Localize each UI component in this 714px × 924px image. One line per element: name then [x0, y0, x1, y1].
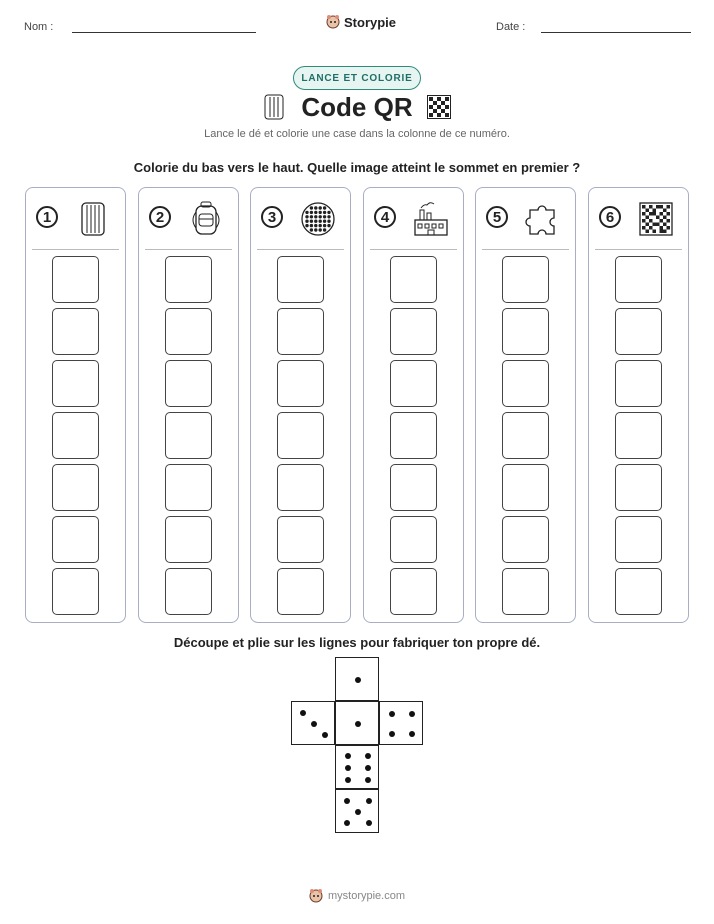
name-label: Nom :: [24, 21, 54, 33]
color-cell[interactable]: [502, 412, 549, 459]
color-cell[interactable]: [277, 360, 324, 407]
die-face-6: [335, 745, 379, 789]
color-cell[interactable]: [277, 308, 324, 355]
die-pip: [355, 677, 361, 683]
die-pip: [389, 711, 395, 717]
color-cell[interactable]: [52, 256, 99, 303]
footer-mascot-icon: [309, 888, 323, 904]
column-divider: [145, 249, 232, 250]
factory-icon: [412, 200, 450, 238]
die-pip: [409, 731, 415, 737]
color-cell[interactable]: [165, 412, 212, 459]
color-cell[interactable]: [277, 412, 324, 459]
footer: [0, 888, 714, 904]
color-cell[interactable]: [615, 360, 662, 407]
column-divider: [32, 249, 119, 250]
color-cell[interactable]: [52, 464, 99, 511]
column-divider: [595, 249, 682, 250]
color-cell[interactable]: [390, 308, 437, 355]
die-pip: [365, 753, 371, 759]
page-title: Code QR: [301, 92, 413, 122]
die-face-4: [379, 701, 423, 745]
color-cell[interactable]: [615, 516, 662, 563]
color-column-6: [588, 187, 689, 623]
color-cell[interactable]: [390, 516, 437, 563]
column-number: 3: [261, 206, 283, 228]
column-header: [364, 188, 463, 250]
die-instruction: Découpe et plie sur les lignes pour fabriquer ton propre dé.: [173, 635, 541, 650]
die-pip: [365, 777, 371, 783]
color-cell[interactable]: [52, 568, 99, 615]
color-cell[interactable]: [52, 360, 99, 407]
color-cell[interactable]: [615, 308, 662, 355]
column-number: 2: [149, 206, 171, 228]
name-line[interactable]: [72, 32, 256, 33]
column-header: [26, 188, 125, 250]
color-cell[interactable]: [615, 464, 662, 511]
color-column-2: [138, 187, 239, 623]
brand-mascot-icon: [326, 14, 340, 30]
stripes-icon: [74, 200, 112, 238]
title-qr-icon: [427, 95, 451, 119]
column-header: [476, 188, 575, 250]
color-cell[interactable]: [502, 516, 549, 563]
color-cell[interactable]: [52, 516, 99, 563]
color-cell[interactable]: [277, 256, 324, 303]
color-cell[interactable]: [615, 412, 662, 459]
question: Colorie du bas vers le haut. Quelle image atteint le sommet en premier ?: [133, 160, 581, 175]
die-pip: [345, 753, 351, 759]
color-cell[interactable]: [390, 464, 437, 511]
color-cell[interactable]: [502, 568, 549, 615]
footer-url: mystorypie.com: [327, 890, 406, 902]
puzzle-piece-icon: [524, 200, 562, 238]
date-label: Date :: [496, 21, 526, 33]
color-cell[interactable]: [165, 360, 212, 407]
color-cell[interactable]: [165, 256, 212, 303]
color-cell[interactable]: [277, 516, 324, 563]
color-cell[interactable]: [615, 568, 662, 615]
color-cell[interactable]: [390, 360, 437, 407]
die-pip: [366, 798, 372, 804]
color-cell[interactable]: [502, 256, 549, 303]
die-pip: [355, 721, 361, 727]
color-column-4: [363, 187, 464, 623]
die-pip: [344, 820, 350, 826]
qr-code-icon: [637, 200, 675, 238]
backpack-icon: [187, 200, 225, 238]
color-column-1: [25, 187, 126, 623]
dotted-circle-icon: [299, 200, 337, 238]
column-number: 5: [486, 206, 508, 228]
color-cell[interactable]: [165, 308, 212, 355]
column-number: 6: [599, 206, 621, 228]
die-pip: [365, 765, 371, 771]
die-face-5: [335, 789, 379, 833]
brand-name: Storypie: [344, 14, 397, 30]
color-cell[interactable]: [52, 412, 99, 459]
color-cell[interactable]: [502, 308, 549, 355]
activity-badge: LANCE ET COLORIE: [293, 66, 421, 90]
column-divider: [482, 249, 569, 250]
color-cell[interactable]: [502, 464, 549, 511]
color-cell[interactable]: [165, 516, 212, 563]
die-pip: [345, 765, 351, 771]
color-cell[interactable]: [165, 568, 212, 615]
color-cell[interactable]: [277, 464, 324, 511]
column-header: [251, 188, 350, 250]
column-number: 4: [374, 206, 396, 228]
die-pip: [345, 777, 351, 783]
die-face-1: [335, 701, 379, 745]
color-column-5: [475, 187, 576, 623]
color-cell[interactable]: [390, 412, 437, 459]
die-pip: [366, 820, 372, 826]
column-divider: [257, 249, 344, 250]
color-cell[interactable]: [390, 568, 437, 615]
column-header: [139, 188, 238, 250]
die-pip: [311, 721, 317, 727]
column-header: [589, 188, 688, 250]
column-divider: [370, 249, 457, 250]
color-cell[interactable]: [277, 568, 324, 615]
die-pip: [322, 732, 328, 738]
die-pip: [355, 809, 361, 815]
date-line[interactable]: [541, 32, 691, 33]
die-face-1: [335, 657, 379, 701]
subtitle: Lance le dé et colorie une case dans la colonne de ce numéro.: [204, 128, 510, 140]
die-face-3: [291, 701, 335, 745]
color-cell[interactable]: [52, 308, 99, 355]
color-column-3: [250, 187, 351, 623]
die-pip: [300, 710, 306, 716]
die-pip: [389, 731, 395, 737]
die-pip: [409, 711, 415, 717]
column-number: 1: [36, 206, 58, 228]
color-cell[interactable]: [502, 360, 549, 407]
color-cell[interactable]: [165, 464, 212, 511]
die-pip: [344, 798, 350, 804]
color-cell[interactable]: [615, 256, 662, 303]
color-cell[interactable]: [390, 256, 437, 303]
brand-logo: [326, 14, 396, 30]
